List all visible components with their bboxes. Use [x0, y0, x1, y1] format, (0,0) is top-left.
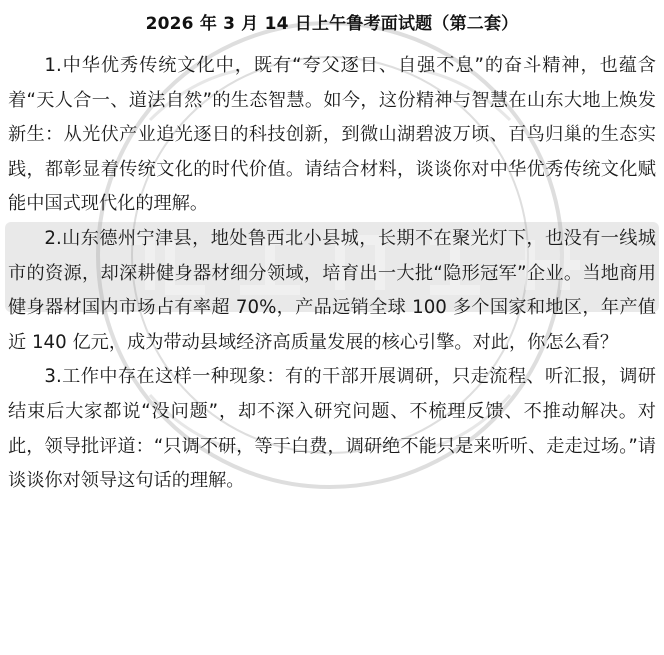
question-2: 2.山东德州宁津县，地处鲁西北小县城，长期不在聚光灯下，也没有一线城市的资源，却深耕健身器材细分领域，培育出一大批“隐形冠军”企业。当地商用健身器材国内市场占有率超 70%，产品远销全球 100 多个国家和地区，年产值近 140 亿元，成为带动县域经济高质量发展的核心引擎。对此，你怎么看？ [8, 227, 656, 353]
document-title: 2026 年 3 月 14 日上午鲁考面试题（第二套） [145, 14, 519, 34]
question-3: 3.工作中存在这样一种现象：有的干部开展调研，只走流程、听汇报，调研结束后大家都说“没问题”，却不深入研究问题、不梳理反馈、不推动解决。对此，领导批评道：“只调不研，等于白费，调研绝不能只是来听听、走走过场。”请谈谈你对领导这句话的理解。 [8, 366, 656, 492]
question-1: 1.中华优秀传统文化中，既有“夸父逐日、自强不息”的奋斗精神，也蕴含着“天人合一、道法自然”的生态智慧。如今，这份精神与智慧在山东大地上焕发新生：从光伏产业追光逐日的科技创新，到微山湖碧波万顷、百鸟归巢的生态实践，都彰显着传统文化的时代价值。请结合材料，谈谈你对中华优秀传统文化赋能中国式现代化的理解。 [8, 55, 656, 215]
